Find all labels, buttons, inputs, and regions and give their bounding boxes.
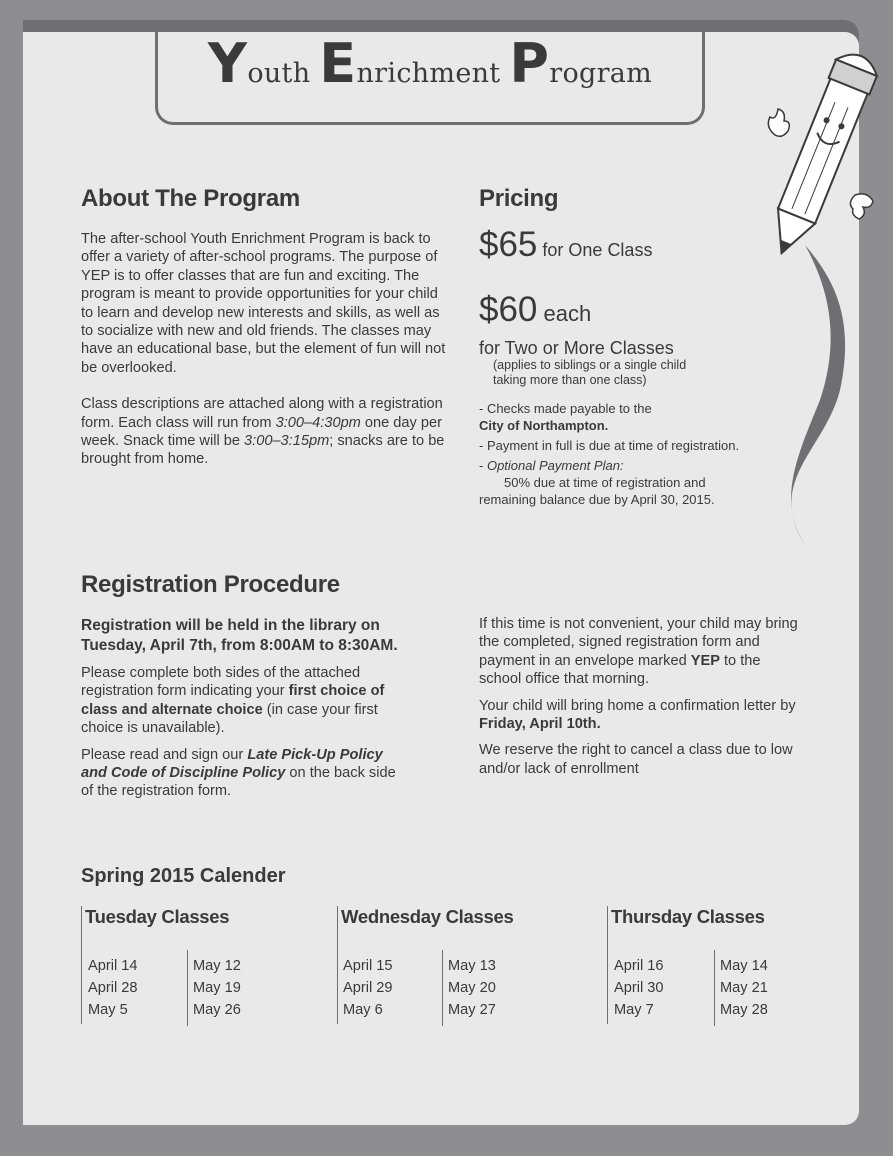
calendar-date: May 27: [448, 1002, 496, 1018]
registration-paragraph-2: Please read and sign our Late Pick-Up Policy and Code of Discipline Policy on the back side of the registration form.: [81, 746, 396, 800]
calendar-column: [187, 950, 241, 1026]
calendar-group-thursday: [607, 906, 828, 1024]
calendar-date: May 28: [720, 1002, 768, 1018]
calendar-date: April 16: [614, 958, 664, 974]
page-title: Youth Enrichment Program: [207, 32, 653, 95]
calendar-date: May 26: [193, 1002, 241, 1018]
price-multi-sub: for Two or More Classes: [479, 338, 674, 358]
calendar-column: [88, 955, 137, 1021]
calendar-group-title: Tuesday Classes: [85, 906, 230, 927]
calendar-group-tuesday: [81, 906, 302, 1024]
payment-note-2: - Payment in full is due at time of registration.: [479, 438, 740, 453]
calendar-date: May 7: [614, 1002, 654, 1018]
calendar-date: May 6: [343, 1002, 383, 1018]
calendar-date: May 20: [448, 980, 496, 996]
calendar-date: May 12: [193, 958, 241, 974]
about-heading: About The Program: [81, 185, 300, 212]
registration-paragraph-1: Please complete both sides of the attached registration form indicating your first choice of class and alternate choice (in case your first choice is unavailable).: [81, 665, 385, 737]
registration-paragraph-3: If this time is not convenient, your child may bring the completed, signed registration form and payment in an envelope marked YEP to the school office that morning.: [479, 616, 798, 688]
registration-heading: Registration Procedure: [81, 571, 340, 598]
registration-lead: Registration will be held in the library on Tuesday, April 7th, from 8:00AM to 8:30AM.: [81, 617, 398, 654]
price-multi-class: $60 each: [479, 290, 592, 329]
payment-note-3: - Optional Payment Plan: 50% due at time of registration and remaining balance due by April 30, 2015.: [479, 458, 715, 507]
calendar-date: April 14: [88, 958, 138, 974]
payment-notes: [479, 400, 754, 508]
calendar-column: [343, 955, 392, 1021]
calendar-date: May 13: [448, 958, 496, 974]
title-banner: [155, 22, 705, 125]
price-multi-note: (applies to siblings or a single child taking more than one class): [493, 358, 687, 387]
registration-left: [81, 616, 411, 809]
calendar-date: May 5: [88, 1002, 128, 1018]
registration-paragraph-5: We reserve the right to cancel a class due to low and/or lack of enrollment: [479, 742, 793, 777]
registration-paragraph-4: Your child will bring home a confirmation letter by Friday, April 10th.: [479, 697, 796, 733]
calendar-date: May 14: [720, 958, 768, 974]
calendar-date: May 19: [193, 980, 241, 996]
calendar-date: May 21: [720, 980, 768, 996]
pricing-body: [479, 224, 769, 511]
price-one-class: $65 for One Class: [479, 225, 653, 264]
calendar-group-title: Thursday Classes: [611, 906, 765, 927]
payment-note-1: - Checks made payable to the City of Northampton.: [479, 401, 652, 433]
calendar-group-title: Wednesday Classes: [341, 906, 514, 927]
calendar-date: April 15: [343, 958, 393, 974]
calendar-date: April 30: [614, 980, 664, 996]
calendar-column: [442, 950, 496, 1026]
calendar-date: April 29: [343, 980, 393, 996]
about-paragraph-2: Class descriptions are attached along with a registration form. Each class will run from 3:00–4:30pm one day per week. Snack time will be 3:00–3:15pm; snacks are to be brought from home.: [81, 396, 445, 468]
calendar-column: [714, 950, 768, 1026]
calendar-heading: Spring 2015 Calender: [81, 865, 286, 887]
registration-right: [479, 615, 804, 786]
about-body: [81, 230, 446, 487]
calendar-date: April 28: [88, 980, 138, 996]
about-paragraph-1: The after-school Youth Enrichment Program is back to offer a variety of after-school programs. The purpose of YEP is to offer classes that are fun and exciting. The program is meant to provide opportunities for your child to learn and develop new interests and skills, as well as to socialize with new and old friends. The classes may have an educational base, but the element of fun will not be overlooked.: [81, 231, 446, 376]
calendar-column: [614, 955, 663, 1021]
pricing-heading: Pricing: [479, 185, 559, 212]
calendar-group-wednesday: [337, 906, 578, 1024]
